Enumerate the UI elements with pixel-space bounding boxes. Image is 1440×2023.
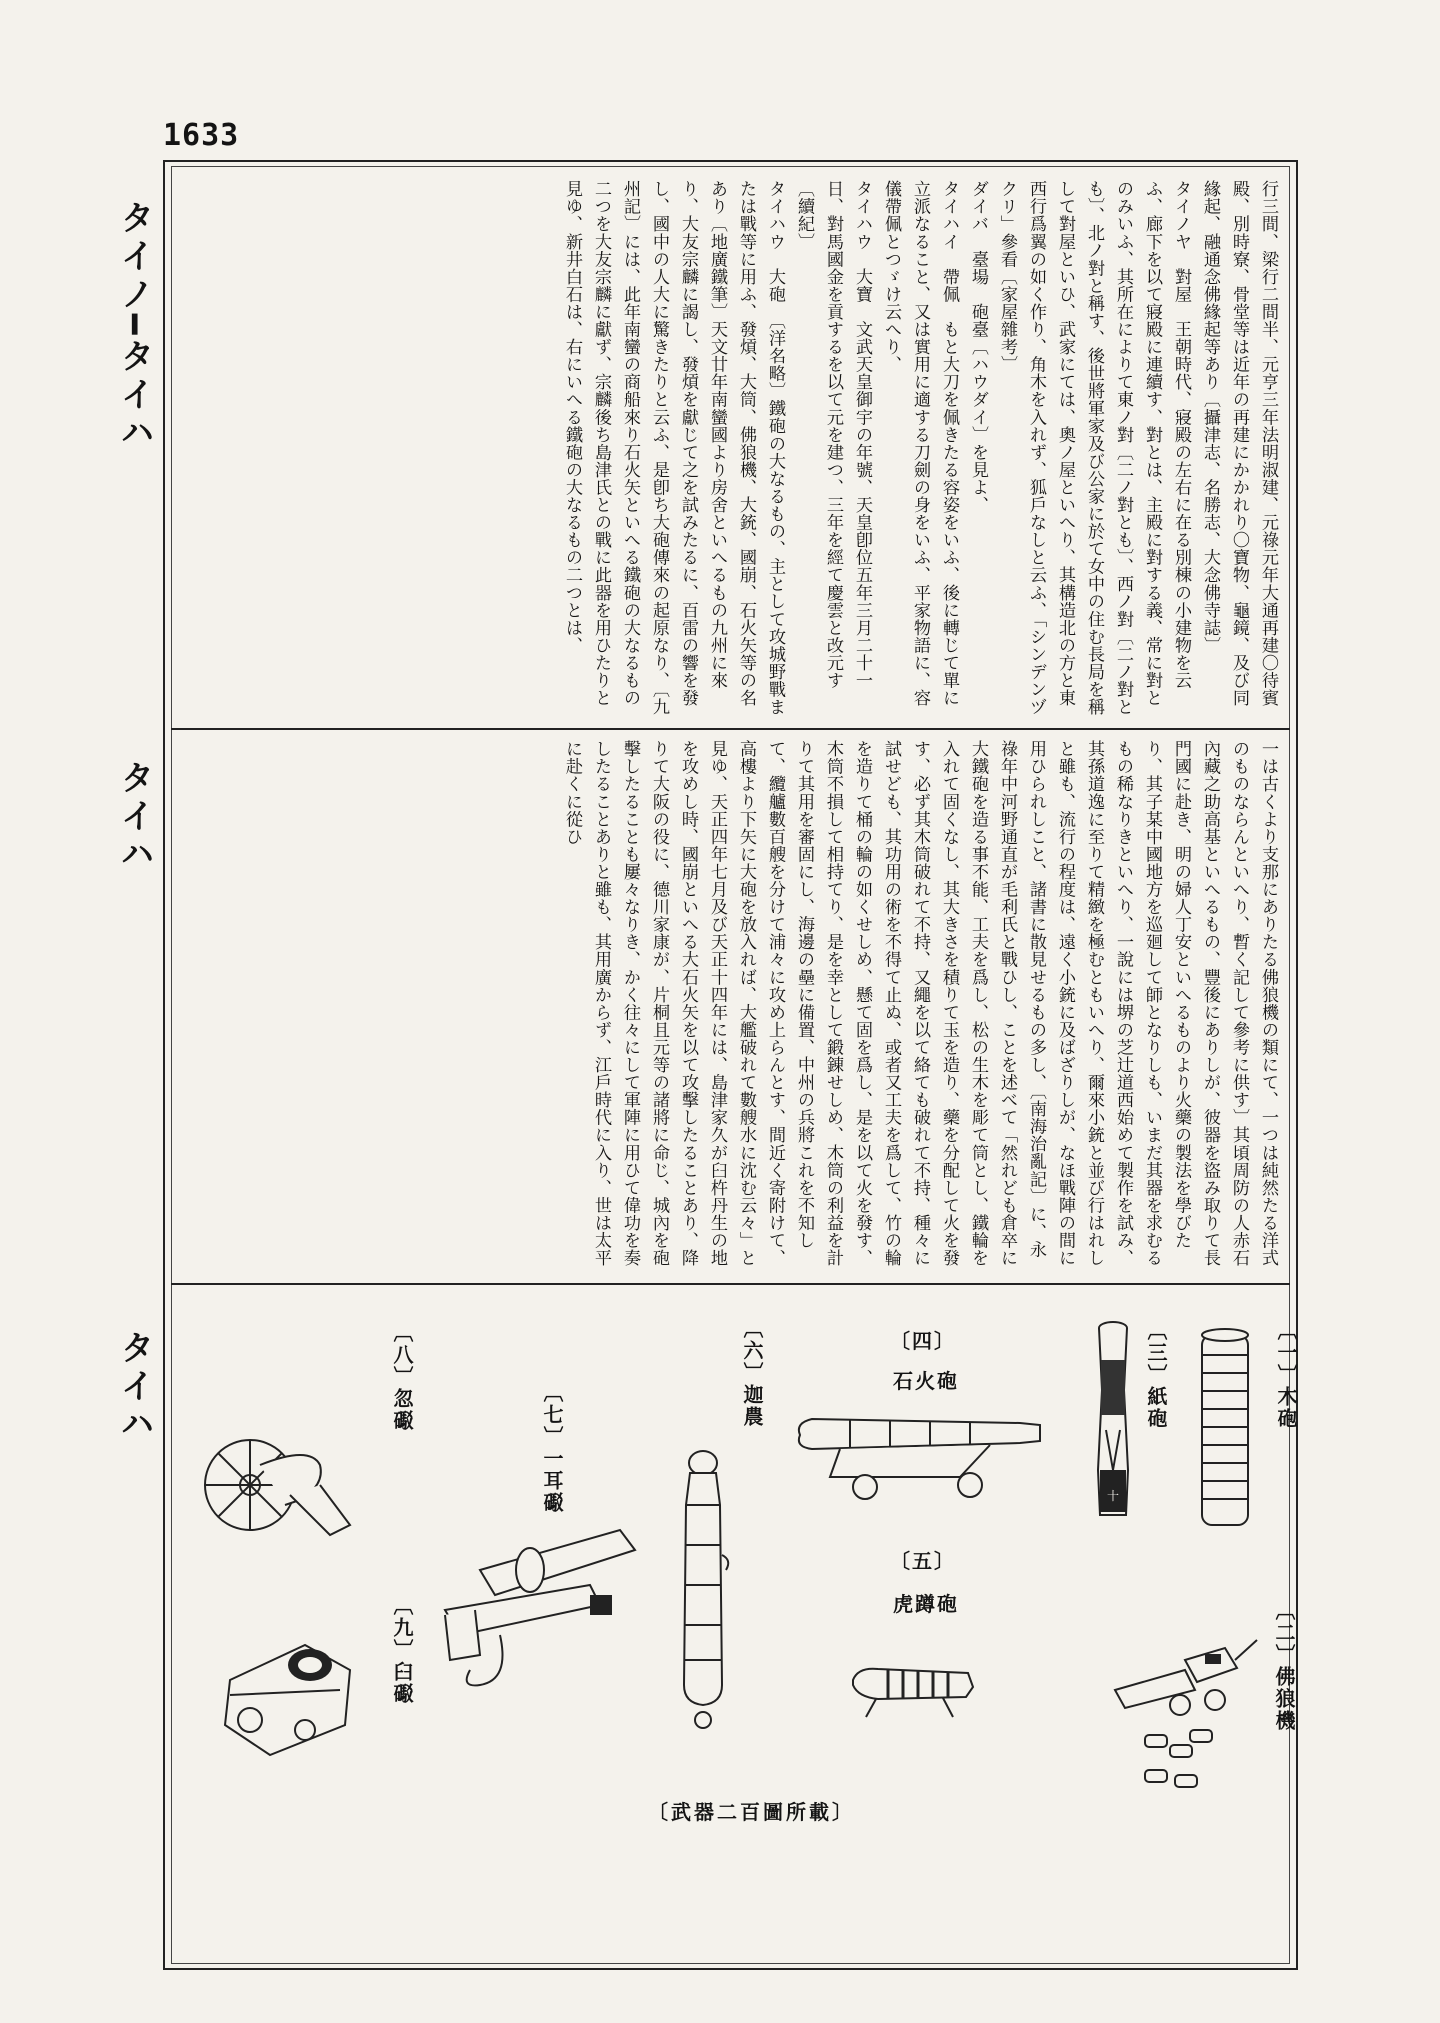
svg-text:十: 十	[1106, 1489, 1120, 1503]
caption-fig8: 〔八〕忽礟	[390, 1322, 414, 1432]
figure-source-note: 〔武器二百圖所載〕	[648, 1800, 855, 1824]
figure-wooden-cannon	[1190, 1325, 1260, 1535]
caption-fig2: 〔二〕佛狼機	[1272, 1600, 1296, 1732]
caption-fig5-number: 〔五〕	[890, 1549, 956, 1573]
running-head-2: タイハ	[114, 760, 154, 874]
caption-fig5-name: 虎蹲砲	[893, 1592, 959, 1616]
figure-paper-cannon	[1088, 1320, 1138, 1530]
entry-taihou-era: タイハウ 大寶 文武天皇御宇の年號、天皇卽位五年三月二十一日、對馬國金を貢するを以て元を建つ、三年を經て慶雲と改元す〔續紀〕	[794, 180, 872, 689]
caption-fig9: 〔九〕臼礟	[390, 1595, 414, 1705]
figure-sudden-cannon	[200, 1425, 360, 1575]
caption-fig3: 〔三〕紙砲	[1144, 1320, 1168, 1430]
running-head-3: タイハ	[114, 1330, 154, 1444]
section-divider-2	[171, 1283, 1290, 1285]
entry-taihai: タイハイ 帶佩 もと大刀を佩きたる容姿をいふ、後に轉じて單に立派なること、又は實用に適する刀劍の身をいふ、平家物語に、容儀帶佩とつゞけ云へり、	[881, 180, 959, 707]
running-head-1: タイノ━タイハ	[114, 200, 154, 453]
entry-daiba: ダイバ 臺場 砲臺〔ハウダイ〕を見よ、	[968, 180, 988, 514]
figure-tiger-crouch-cannon	[848, 1655, 983, 1720]
caption-fig6: 〔六〕迦農	[740, 1318, 764, 1428]
figure-single-ear-cannon	[440, 1510, 650, 1700]
caption-fig4-name: 石火砲	[893, 1369, 959, 1393]
section-divider-1	[171, 728, 1290, 730]
figure-mortar	[210, 1625, 360, 1760]
upper-column-1: 行三間、梁行二間半、元亨三年法明淑建、元祿元年大通再建〇待賓殿、別時寮、骨堂等は近年の再建にかかれり〇寶物、龜鏡、及び同緣起、融通念佛緣起等あり〔攝津志、名勝志、大念佛寺誌〕	[1200, 180, 1278, 707]
middle-column-text: 一は古くより支那にありたる佛狼機の類にて、一つは純然たる洋式のものならんといへり、暫く記して參考に供す〕其頃周防の人赤石內藏之助高基といへるもの、豐後にありしが、彼器を盜み取りて長門國に赴き、明の婦人丁安といへるものより火藥の製法を學びたり、其子某中國地方を巡廻して師となりしも、いまだ其器を求むるもの稀なりきといへり、一說には堺の芝辻道西始めて製作を試み、其孫道逸に至りて精緻を極むともいへり、爾來小銃と並び行はれしと雖も、流行の程度は、遠く小銃に及ばざりしが、なほ戰陣の間に用ひられしこと、諸書に散見せるもの多し、〔南海治亂記〕に、永祿年中河野通直が毛利氏と戰ひし、ことを述べて「然れども倉卒に大鐵砲を造る事不能、工夫を爲し、松の生木を彫て筒とし、鐵輪を入れて固くなし、其大きさを積りて玉を造り、藥を分配して火を發す、必ず其木筒破れて不持、又繩を以て絡ても破れて不持、種々に試せども、其功用の術を不得て止ぬ、或者又工夫を爲して、竹の輪を造りて桶の輪の如くせしめ、懸て固を爲し、是を以て火を發す、木筒不損して相持てり、是を幸として鍛錬せしめ、木筒の利益を計りて其用を審固にし、海邊の壘に備置、中州の兵將これを不知して、纜艫數百艘を分けて浦々に攻め上らんとす、間近く寄附けて、高樓より下矢に大砲を放入れば、大艦破れて數艘水に沈む云々」と見ゆ、天正四年七月及び天正十四年には、島津家久が臼杵丹生の地を攻めし時、國崩といへる大石火矢を以て攻擊したることあり、降りて大阪の役に、德川家康が、片桐且元等の諸將に命じ、城內を砲擊したることも屢々なりき、かく往々にして軍陣に用ひて偉功を奏したることありと雖も、其用廣からず、江戶時代に入り、世は太平に赴くに從ひ	[562, 740, 1278, 1267]
figure-frankish-cannon	[1105, 1630, 1265, 1800]
figure-stone-fire-cannon	[790, 1405, 1055, 1515]
upper-text	[180, 180, 1282, 716]
page-number: 1633	[163, 118, 240, 153]
caption-fig4-number: 〔四〕	[890, 1329, 956, 1353]
entry-taino-ya: タイノヤ 對屋 王朝時代、寢殿の左右に在る別棟の小建物を云ふ、廊下を以て寢殿に連續す、對とは、主殿に對する義、常に對とのみいふ、其所在によりて東ノ對〔二ノ對とも〕、西ノ對〔二ノ對とも〕、北ノ對と稱す、後世將軍家及び公家に於て女中の住む長局を稱して對屋といひ、武家にては、奧ノ屋といへり、其構造北の方と東西行爲翼の如く作り、角木を入れず、狐戶なしと云ふ、「シンデンヅクリ」參看〔家屋雜考〕	[997, 180, 1191, 716]
entry-taihou-cannon: タイハウ 大砲 〔洋名略〕鐵砲の大なるもの、主として攻城野戰または戰等に用ふ、發熕、大筒、佛狼機、大銃、國崩、石火矢等の名あり〔地廣鐵筆〕天文廿年南蠻國より房舍といへるもの九州に來り、大友宗麟に謁し、發熕を獻じて之を試みたるに、百雷の響を發し、國中の人大に驚きたりと云ふ、是卽ち大砲傳來の起原なり、〔九州記〕には、此年南蠻の商船來り石火矢といへる鐵砲の大なるもの二つを大友宗麟に獻ず、宗麟後ち島津氏との戰に此器を用ひたりと見ゆ、新井白石は、右にいへる鐵砲の大なるもの二つとは、	[562, 180, 785, 716]
figure-culverin	[668, 1445, 738, 1735]
middle-text	[180, 740, 1282, 1272]
caption-fig7: 〔七〕一耳礟	[540, 1382, 564, 1514]
caption-fig1: 〔一〕木砲	[1274, 1320, 1298, 1430]
